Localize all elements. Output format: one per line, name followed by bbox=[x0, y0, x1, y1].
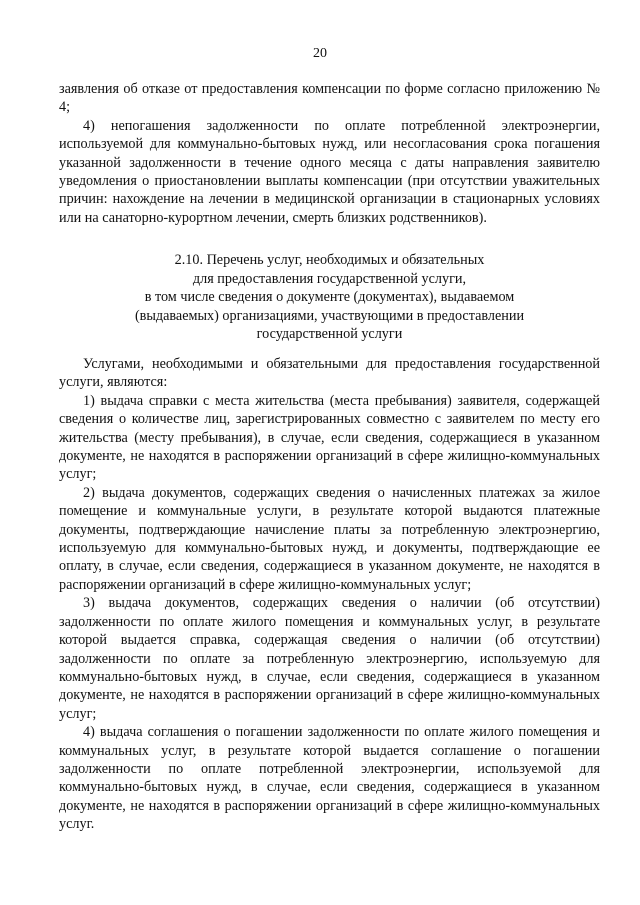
section-heading bbox=[59, 251, 600, 344]
page-number: 20 bbox=[313, 46, 327, 61]
heading-line: государственной услуги bbox=[256, 326, 403, 343]
heading-line: в том числе сведения о документе (документах), выдаваемом bbox=[144, 289, 515, 306]
paragraph-services-intro: Услугами, необходимыми и обязательными для предоставления государственной услуги, являются: bbox=[59, 356, 600, 391]
paragraph-service-1: 1) выдача справки с места жительства (места пребывания) заявителя, содержащей сведения о количестве лиц, зарегистрированных совместно с заявителем по месту его жительства (месту пребывания), в случае, если сведения, содержащиеся в указанном документе, не находятся в распоряжении организаций в сфере жилищно-коммунальных услуг; bbox=[59, 392, 600, 483]
heading-line: для предоставления государственной услуги, bbox=[192, 270, 467, 287]
paragraph-service-2: 2) выдача документов, содержащих сведения о начисленных платежах за жилое помещение и коммунальные услуги, в результате которой выдаются платежные документы, подтверждающие начисление платы за потребленную электроэнергию, используемую для коммунально-бытовых нужд, и документы, подтверждающие ее оплату, в случае, если сведения, содержащиеся в указанном документе, не находятся в распоряжении организаций в сфере жилищно-коммунальных услуг; bbox=[59, 484, 600, 593]
body-text bbox=[59, 355, 600, 834]
paragraph-service-3: 3) выдача документов, содержащих сведения о наличии (об отсутствии) задолженности по оплате жилого помещения и коммунальных услуг, в результате которой выдается справка, содержащая сведения о наличии (об отсутствии) задолженности по оплате за потребленную электроэнергию, используемую для коммунально-бытовых нужд, в случае, если сведения, содержащиеся в указанном документе, не находятся в распоряжении организаций в сфере жилищно-коммунальных услуг; bbox=[59, 595, 600, 722]
paragraph-item-4-suspension: 4) непогашения задолженности по оплате потребленной электроэнергии, используемой для коммунально-бытовых нужд, или несогласования срока погашения указанной задолженности в течение одного месяца с даты направления заявителю уведомления о приостановлении выплаты компенсации (при отсутствии уважительных причин: нахождение на лечении в медицинской организации в стационарных условиях или на санаторно-курортном лечении, смерть близких родственников). bbox=[59, 117, 600, 226]
intro-text bbox=[59, 80, 600, 227]
heading-line: 2.10. Перечень услуг, необходимых и обязательных bbox=[174, 252, 485, 268]
paragraph-continuation: заявления об отказе от предоставления компенсации по форме согласно приложению № 4; bbox=[59, 81, 600, 116]
paragraph-service-4: 4) выдача соглашения о погашении задолженности по оплате жилого помещения и коммунальных услуг, в результате которой выдается соглашение о погашении задолженности по оплате потребленной электроэнергии, используемой для коммунально-бытовых нужд, в случае, если сведения, содержащиеся в указанном документе, не находятся в распоряжении организаций в сфере жилищно-коммунальных услуг. bbox=[59, 724, 600, 833]
heading-line: (выдаваемых) организациями, участвующими в предоставлении bbox=[134, 307, 525, 324]
